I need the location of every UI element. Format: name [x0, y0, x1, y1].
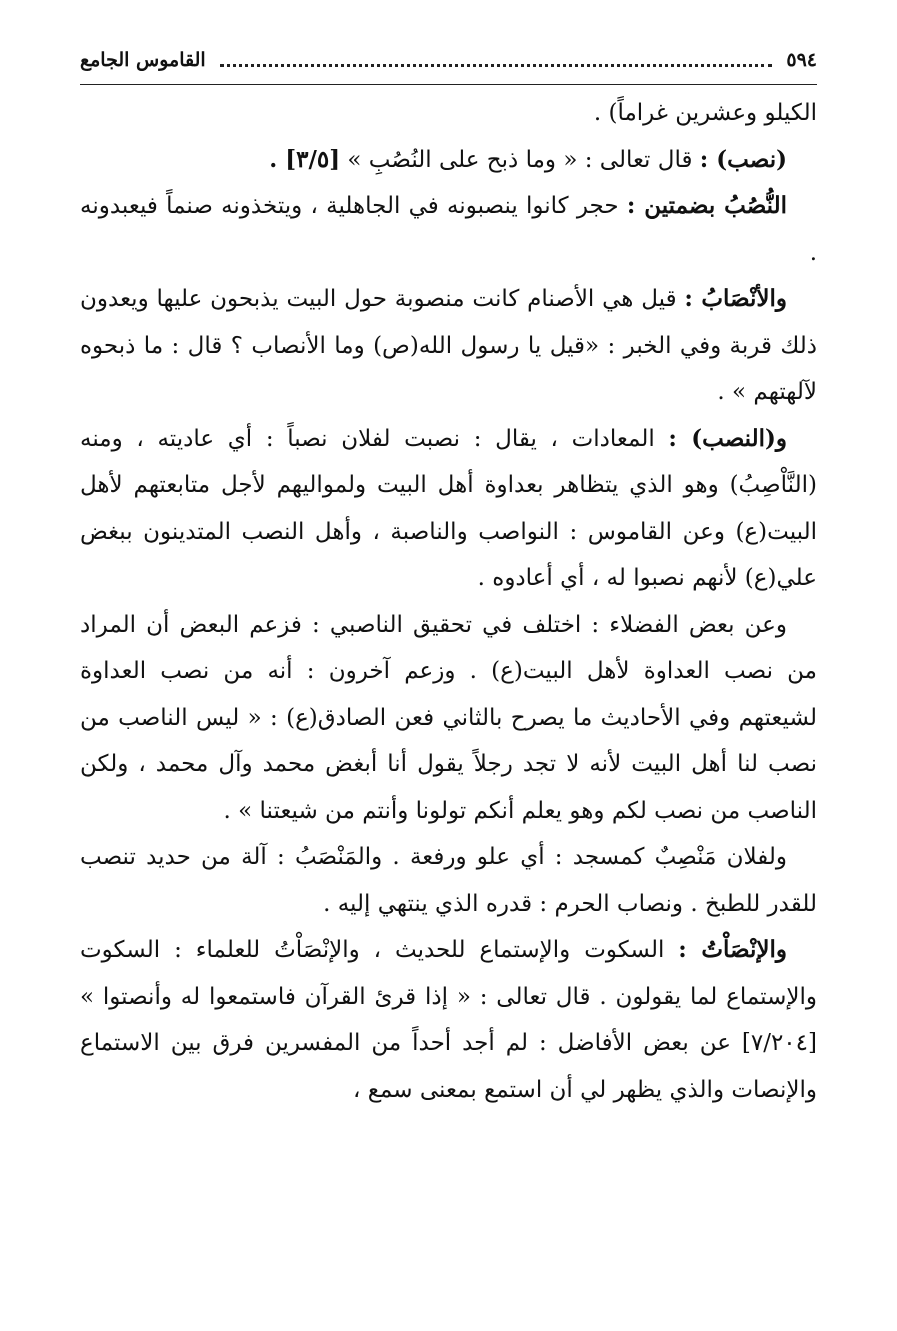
entry-text: ولفلان مَنْصِبٌ كمسجد : أي علو ورفعة . والمَنْصَبُ : آلة من حديد تنصب للقدر للطبخ . ونصاب الحرم : قدره الذي ينتهي إليه .	[80, 844, 817, 917]
entry-term: والأنْصَابُ :	[684, 285, 787, 312]
paragraph	[80, 183, 817, 276]
entry-text: السكوت والإستماع للحديث ، والإنْصَاْتُ للعلماء : السكوت والإستماع لما يقولون . قال تعالى : « إذا قرئ القرآن فاستمعوا له وأنصتوا » [٧/٢٠٤] عن بعض الأفاضل : لم أجد أحداً من المفسرين فرق بين الاستماع والإنصات والذي يظهر لي أن استمع بمعنى سمع ،	[80, 937, 817, 1103]
paragraph	[80, 90, 817, 137]
book-title: القاموس الجامع	[80, 49, 206, 71]
body-text	[80, 90, 817, 1113]
paragraph	[80, 834, 817, 927]
paragraph	[80, 927, 817, 1113]
entry-text: المعادات ، يقال : نصبت لفلان نصباً : أي عاديته ، ومنه (النَّاْصِبُ) وهو الذي يتظاهر بعداوة أهل البيت ولمواليهم لأجل متابعتهم لأهل البيت(ع) وعن القاموس : النواصب والناصبة ، وأهل النصب المتدينون ببغض علي(ع) لأنهم نصبوا له ، أي أعادوه .	[80, 425, 817, 591]
entry-term: [٣/٥] .	[269, 145, 341, 173]
page-number: ٥٩٤	[786, 49, 817, 71]
entry-term: والإنْصَاْتُ :	[678, 936, 788, 963]
entry-text: حجر كانوا ينصبونه في الجاهلية ، ويتخذونه صنماً فيعبدونه .	[80, 193, 817, 266]
entry-term: النُّصُبُ بضمتين :	[626, 192, 788, 219]
entry-text: الكيلو وعشرين غراماً) .	[593, 100, 817, 126]
paragraph	[80, 602, 817, 835]
entry-term: و(النصب) :	[668, 424, 787, 452]
entry-term: (نصب) :	[699, 145, 787, 173]
paragraph	[80, 416, 817, 602]
paragraph	[80, 276, 817, 416]
running-header	[80, 40, 817, 80]
paragraph	[80, 137, 817, 184]
header-leader-dots	[220, 64, 773, 67]
header-rule	[80, 84, 817, 85]
entry-text: وعن بعض الفضلاء : اختلف في تحقيق الناصبي : فزعم البعض أن المراد من نصب العداوة لأهل البيت(ع) . وزعم آخرون : أنه من نصب العداوة لشيعتهم وفي الأحاديث ما يصرح بالثاني فعن الصادق(ع) : « ليس الناصب من نصب لنا أهل البيت لأنه لا تجد رجلاً يقول أنا أبغض محمد وآل محمد ، ولكن الناصب من نصب لكم وهو يعلم أنكم تولونا وأنتم من شيعتنا » .	[80, 611, 817, 824]
entry-text: قال تعالى : « وما ذبح على النُصُبِ »	[340, 146, 700, 173]
entry-text: قيل هي الأصنام كانت منصوبة حول البيت يذبحون عليها ويعدون ذلك قربة وفي الخبر : «قيل يا رسول الله(ص) وما الأنصاب ؟ قال : ما ذبحوه لآلهتهم » .	[80, 286, 817, 405]
